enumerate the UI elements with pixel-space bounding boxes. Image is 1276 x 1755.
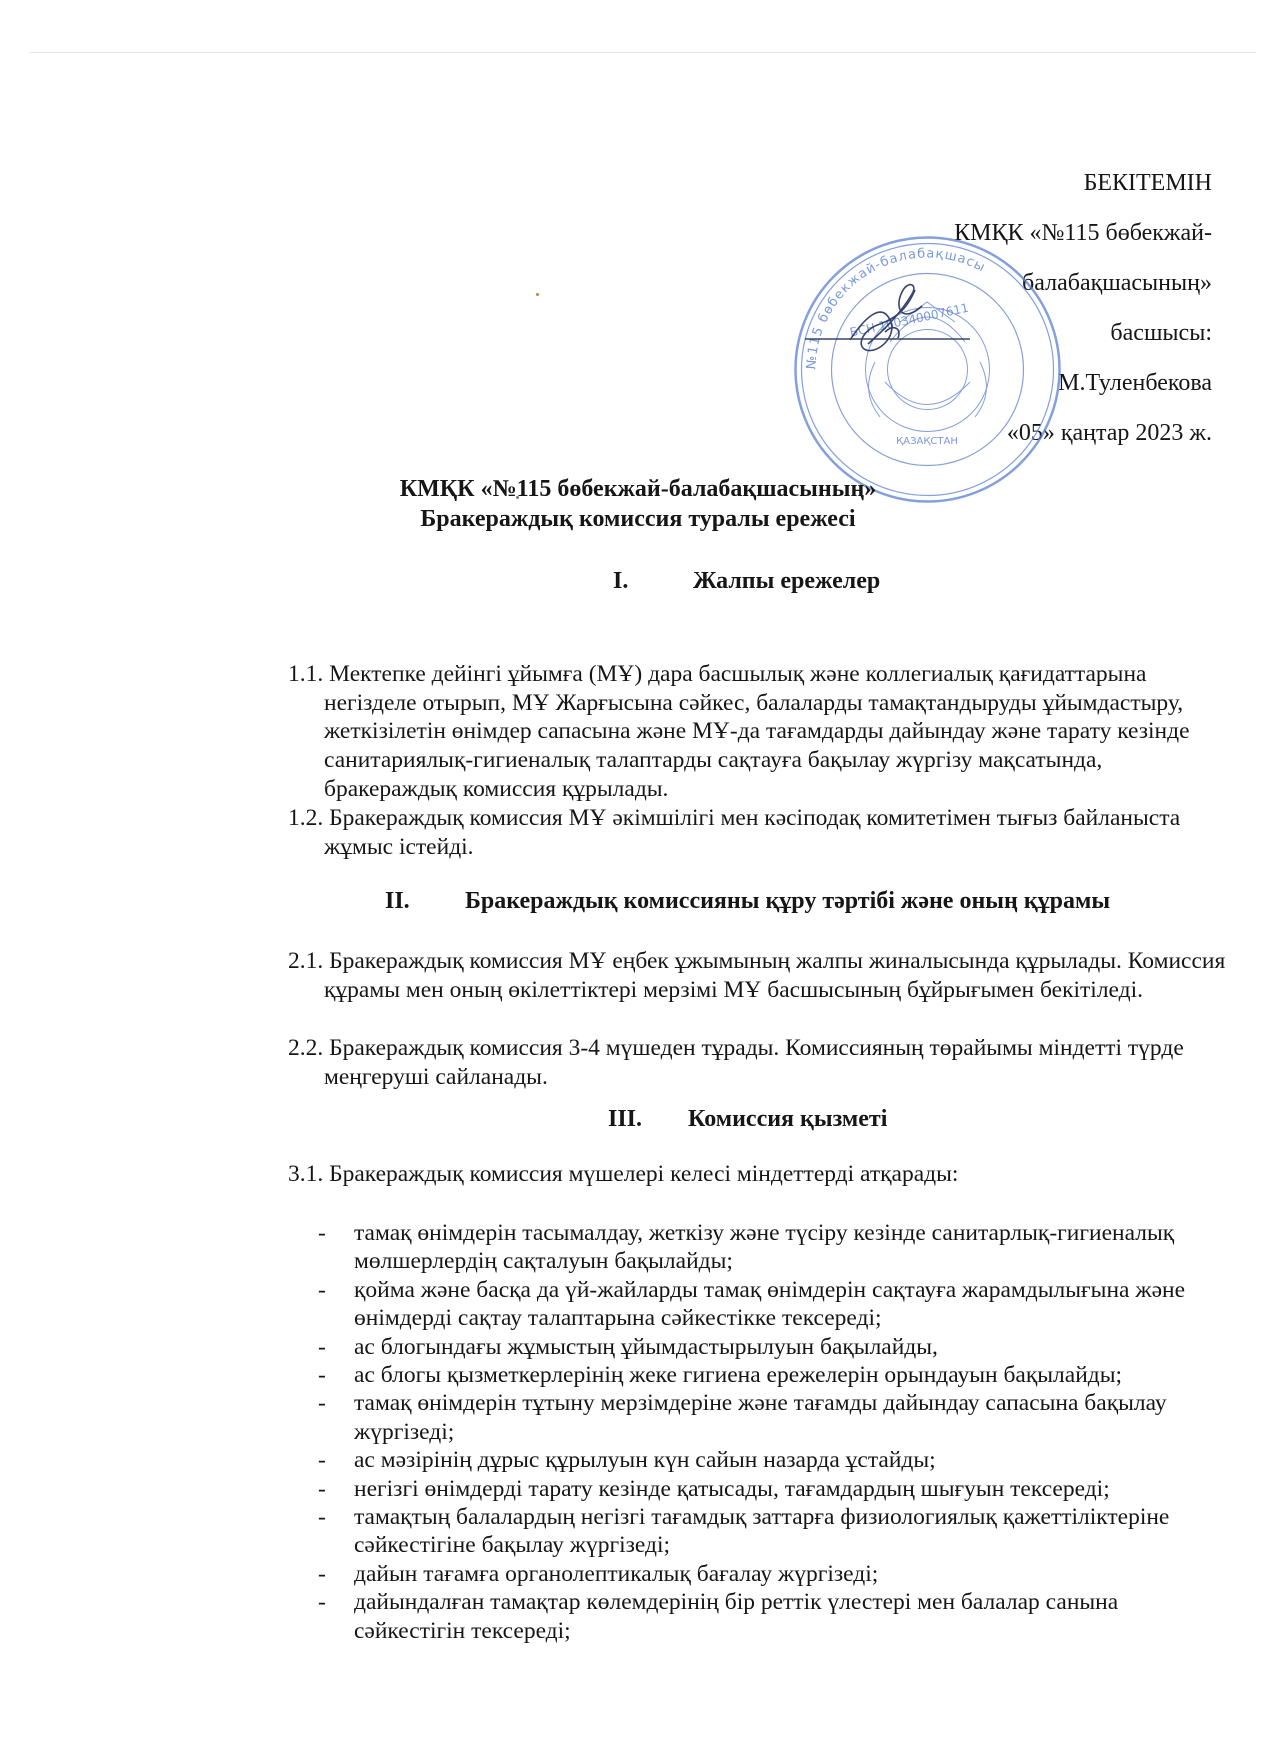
section-number: I.: [613, 568, 629, 594]
section-title: Комиссия қызметі: [688, 1106, 888, 1132]
paragraph-text: Бракераждық комиссия МҰ еңбек ұжымының жалпы жиналысында құрылады. Комиссия құрамы мен оның өкілеттіктері мерзімі МҰ басшысының бұйрығымен бекітіледі.: [324, 948, 1226, 1003]
list-item-text: дайындалған тамақтар көлемдерінің бір реттік үлестері мен балалар санына сәйкестігін тексереді;: [354, 1589, 1119, 1644]
list-item-text: ас блогы қызметкерлерінің жеке гигиена ережелерін орындауын бақылайды;: [354, 1362, 1123, 1389]
list-item-text: негізгі өнімдерді тарату кезінде қатысады, тағамдардың шығуын тексереді;: [354, 1475, 1110, 1502]
section-number: III.: [608, 1106, 643, 1132]
list-item: - қойма және басқа да үй-жайларды тамақ өнімдерін сақтауға жарамдылығына және өнімдерді сақтау талаптарына сәйкестікке тексереді;: [318, 1276, 1186, 1332]
duties-list: [318, 1219, 1218, 1645]
approval-line: М.Туленбекова: [1058, 370, 1212, 396]
scan-edge-line: [30, 52, 1256, 53]
section-title: Жалпы ережелер: [693, 568, 881, 594]
list-item: - тамақтың балалардың негізгі тағамдық заттарға физиологиялық қажеттіліктеріне сәйкестігіне бақылау жүргізеді;: [318, 1504, 1170, 1559]
list-item: - дайын тағамға органолептикалық бағалау жүргізеді;: [318, 1560, 879, 1587]
paragraph-text: Мектепке дейінгі ұйымға (МҰ) дара басшылық және коллегиалық қағидаттарына негізделе отырып, МҰ Жарғысына сәйкес, балаларды тамақтандыруды ұйымдастыру, жеткізілетін өнімдер сапасына және МҰ-да тағамдарды дайындау және тарату кезінде санитариялық-гигиеналық талаптарды сақтауға бақылау жүргізу мақсатында, бракераждық комиссия құрылады.: [324, 661, 1190, 802]
list-item: - негізгі өнімдерді тарату кезінде қатысады, тағамдардың шығуын тексереді;: [318, 1475, 1110, 1502]
stamp-bin-text: БСН 160340007611: [848, 300, 970, 340]
scan-speck: [536, 293, 539, 296]
list-item-text: қойма және басқа да үй-жайларды тамақ өнімдерін сақтауға жарамдылығына және өнімдерді сақтау талаптарына сәйкестікке тексереді;: [354, 1276, 1186, 1332]
paragraph-2-1: [288, 947, 1228, 1004]
paragraph-number: 1.2.: [288, 805, 324, 831]
document-title: [0, 474, 1276, 534]
list-item-text: тамақ өнімдерін тасымалдау, жеткізу және түсіру кезінде санитарлық-гигиеналық мөлшерлердің сақталуын бақылайды;: [354, 1220, 1175, 1275]
stamp-bottom-text: ҚАЗАҚСТАН: [896, 436, 958, 447]
paragraph-number: 1.1.: [288, 661, 324, 687]
list-item-text: ас блогындағы жұмыстың ұйымдастырылуын бақылайды,: [354, 1333, 938, 1360]
paragraph-2-2: [288, 1034, 1228, 1091]
list-item: - ас блогындағы жұмыстың ұйымдастырылуын бақылайды,: [318, 1333, 938, 1360]
list-item-text: тамақ өнімдерін тұтыну мерзімдеріне және тағамды дайындау сапасына бақылау жүргізеді;: [354, 1390, 1167, 1445]
approval-line: КМҚК «№115 бөбекжай-: [954, 220, 1212, 246]
list-item: - ас мәзірінің дұрыс құрылуын күн сайын назарда ұстайды;: [318, 1447, 936, 1474]
list-item: - дайындалған тамақтар көлемдерінің бір реттік үлестері мен балалар санына сәйкестігін тексереді;: [318, 1589, 1119, 1644]
list-item-text: тамақтың балалардың негізгі тағамдық заттарға физиологиялық қажеттіліктеріне сәйкестігіне бақылау жүргізеді;: [354, 1504, 1170, 1559]
section-title: Бракераждық комиссияны құру тәртібі және оның құрамы: [465, 888, 1111, 914]
section-number: II.: [385, 888, 410, 914]
list-item: - тамақ өнімдерін тасымалдау, жеткізу және түсіру кезінде санитарлық-гигиеналық мөлшерлердің сақталуын бақылайды;: [318, 1220, 1175, 1275]
paragraph-text: Бракераждық комиссия МҰ әкімшілігі мен кәсіподақ комитетімен тығыз байланыста жұмыс істейді.: [324, 805, 1181, 860]
approval-line: «05» қаңтар 2023 ж.: [1006, 420, 1212, 446]
approval-line: басшысы:: [1110, 320, 1212, 346]
paragraph-number: 2.1.: [288, 948, 324, 974]
list-item-text: дайын тағамға органолептикалық бағалау жүргізеді;: [354, 1560, 879, 1587]
list-item: - тамақ өнімдерін тұтыну мерзімдеріне және тағамды дайындау сапасына бақылау жүргізеді;: [318, 1390, 1167, 1445]
paragraph-number: 2.2.: [288, 1035, 324, 1061]
title-line-1: КМҚК «№115 бөбекжай-балабақшасының»: [399, 476, 877, 502]
paragraph-3-1-intro: 3.1. Бракераждық комиссия мүшелері келесі міндеттерді атқарады:: [288, 1161, 959, 1187]
title-line-2: Бракераждық комиссия туралы ережесі: [420, 506, 856, 532]
official-stamp: [790, 232, 1065, 507]
approval-line: БЕКІТЕМІН: [1083, 170, 1212, 196]
paragraph-1-1: [288, 660, 1228, 804]
stamp-ring-text: №115 бөбекжай-балабақшасы: [804, 246, 988, 370]
list-item-text: ас мәзірінің дұрыс құрылуын күн сайын назарда ұстайды;: [354, 1447, 936, 1474]
paragraph-text: Бракераждық комиссия 3-4 мүшеден тұрады. Комиссияның төрайымы міндетті түрде меңгеруші сайланады.: [324, 1035, 1184, 1090]
list-item: - ас блогы қызметкерлерінің жеке гигиена ережелерін орындауын бақылайды;: [318, 1362, 1123, 1389]
approval-line: балабақшасының»: [1022, 270, 1212, 296]
paragraph-1-2: [288, 804, 1228, 861]
